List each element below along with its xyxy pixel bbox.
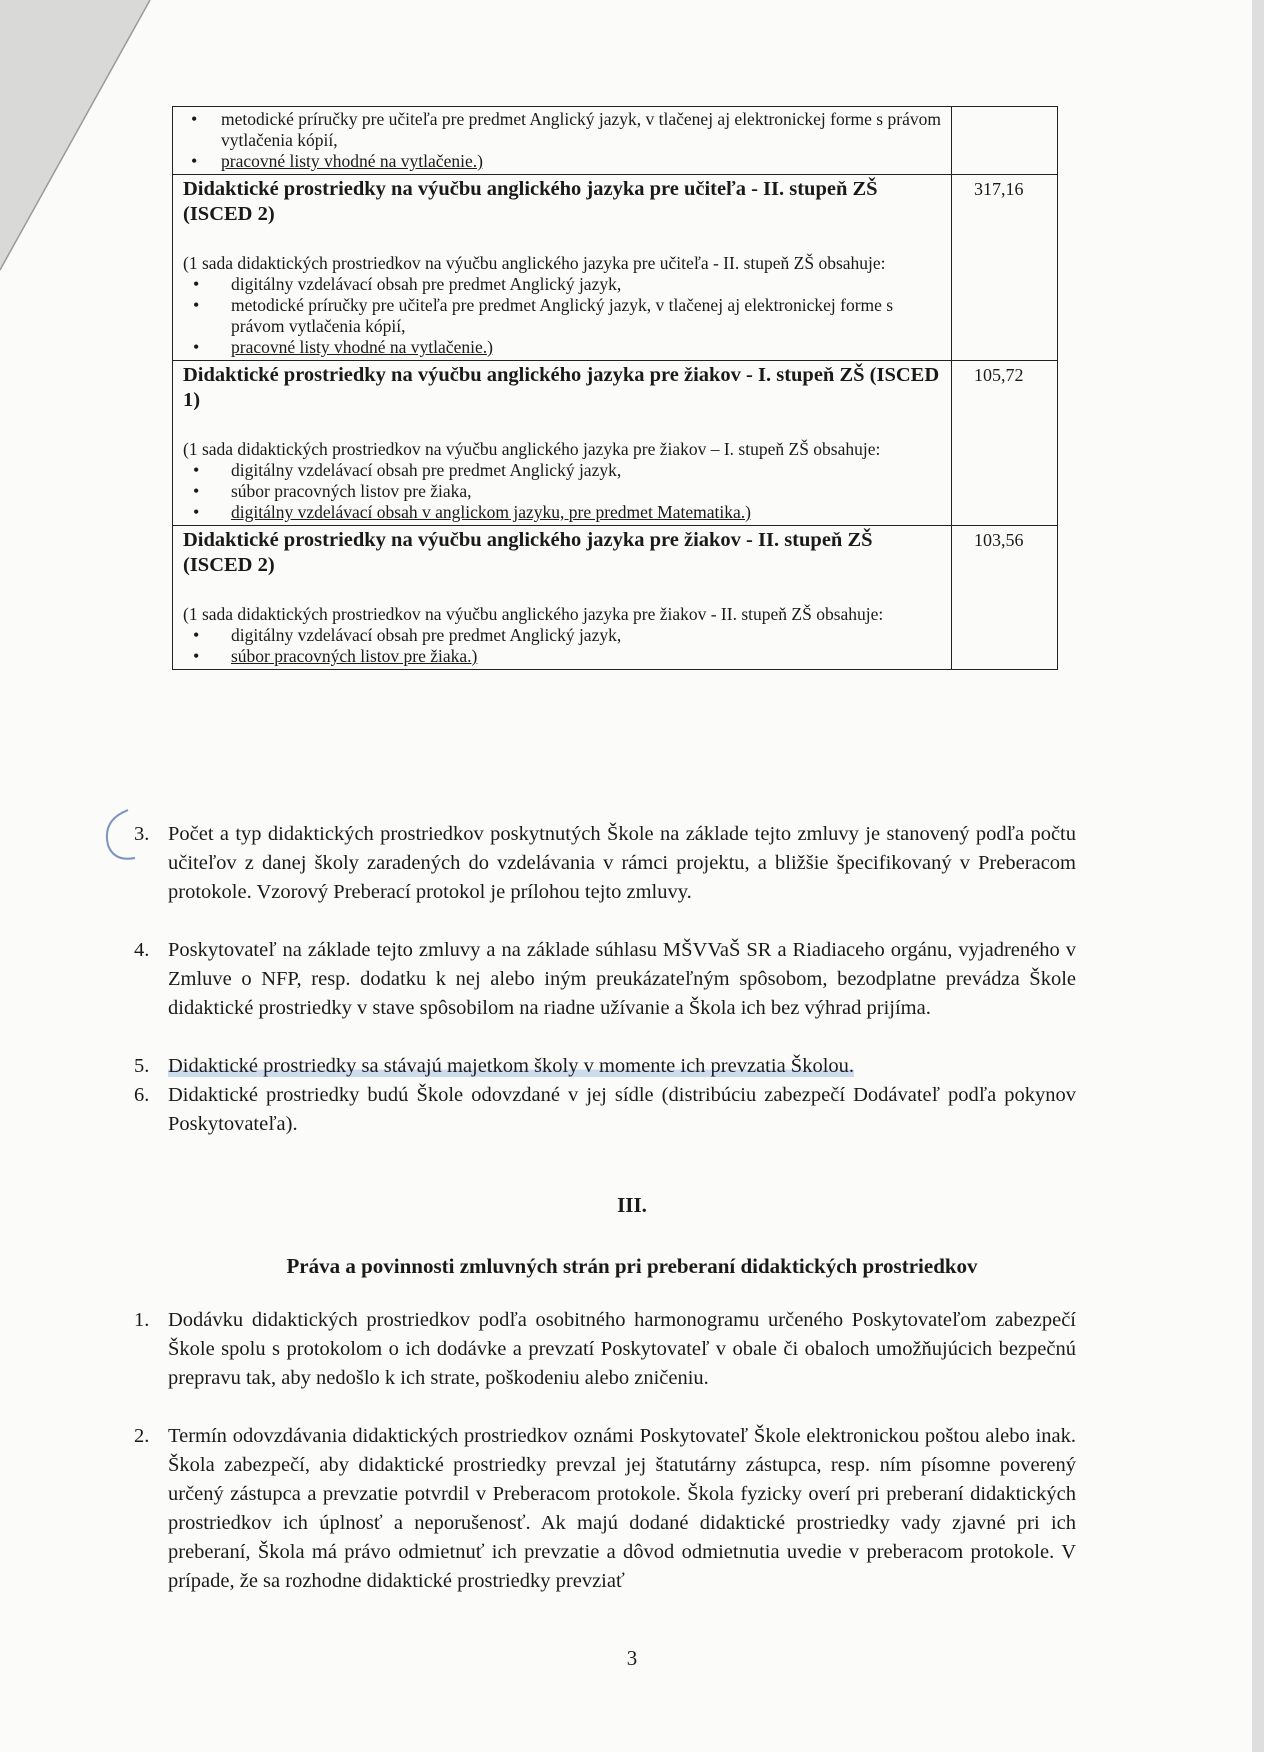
paragraph-number: 4. — [134, 939, 150, 961]
paragraph-4 — [134, 936, 1076, 1023]
section-paragraph-2 — [134, 1422, 1076, 1596]
row-price — [952, 107, 1058, 175]
item-title: Didaktické prostriedky na výučbu anglického jazyka pre učiteľa - II. stupeň ZŠ (ISCED 2) — [183, 178, 878, 225]
row-price: 105,72 — [952, 361, 1058, 526]
bullet-list — [183, 274, 943, 358]
page-number: 3 — [626, 1646, 638, 1670]
list-item: • digitálny vzdelávací obsah pre predmet Anglický jazyk, — [231, 625, 943, 646]
bullet-list — [183, 109, 943, 172]
paragraph-number: 2. — [134, 1425, 150, 1447]
list-item: • digitálny vzdelávací obsah v anglickom jazyku, pre predmet Matematika.) — [231, 502, 943, 523]
row-description — [173, 175, 952, 361]
paragraph-text: Termín odovzdávania didaktických prostriedkov oznámi Poskytovateľ Škole elektronickou poštou alebo inak. Škola zabezpečí, aby didaktické prostriedky prevzal jej štatutárny zástupca, resp. ním písomne poverený určený zástupca a prevzatie potvrdil v Preberacom protokole. Škola fyzicky overí pri preberaní didaktických prostriedkov ich úplnosť a neporušenosť. Ak majú dodané didaktické prostriedky vady zjavné pri ich preberaní, Škola má právo odmietnuť ich prevzatie a dôvod odmietnutia uvedie v preberacom protokole. V prípade, že sa rozhodne didaktické prostriedky prevziať — [168, 1425, 1076, 1592]
item-intro: (1 sada didaktických prostriedkov na výučbu anglického jazyka pre žiakov – I. stupeň ZŠ obsahuje: — [183, 439, 881, 459]
paragraph-number: 5. — [134, 1055, 150, 1077]
paragraph-text: Dodávku didaktických prostriedkov podľa osobitného harmonogramu určeného Poskytovateľom zabezpečí Škole spolu s protokolom o ich dodávke a prevzatí Poskytovateľ v obale či obaloch umožňujúcich bezpečnú prepravu tak, aby nedošlo k ich strate, poškodeniu alebo zničeniu. — [168, 1309, 1076, 1389]
table-row — [173, 361, 1058, 526]
item-title: Didaktické prostriedky na výučbu anglického jazyka pre žiakov - I. stupeň ZŠ (ISCED 1) — [183, 364, 940, 411]
paragraph-text: Didaktické prostriedky budú Škole odovzdané v jej sídle (distribúciu zabezpečí Dodávateľ podľa pokynov Poskytovateľa). — [168, 1084, 1076, 1135]
paragraph-text: Poskytovateľ na základe tejto zmluvy a na základe súhlasu MŠVVaŠ SR a Riadiaceho orgánu, vyjadreného v Zmluve o NFP, resp. dodatku k nej alebo iným preukázateľným spôsobom, bezodplatne prevádza Škole didaktické prostriedky v stave spôsobilom na riadne užívanie a Škola ich bez výhrad prijíma. — [168, 939, 1076, 1019]
section-paragraph-1 — [134, 1306, 1076, 1393]
list-item: • pracovné listy vhodné na vytlačenie.) — [221, 151, 943, 172]
paragraph-5 — [134, 1052, 1076, 1081]
table-row — [173, 107, 1058, 175]
list-item: • digitálny vzdelávací obsah pre predmet Anglický jazyk, — [231, 274, 943, 295]
row-description — [173, 526, 952, 670]
paragraph-number: 1. — [134, 1309, 150, 1331]
list-item: • súbor pracovných listov pre žiaka, — [231, 481, 943, 502]
item-title: Didaktické prostriedky na výučbu anglického jazyka pre žiakov - II. stupeň ZŠ (ISCED 2) — [183, 529, 873, 576]
row-description — [173, 361, 952, 526]
bullet-list — [183, 460, 943, 523]
didactic-items-table — [172, 106, 1058, 670]
row-description — [173, 107, 952, 175]
section-title: Práva a povinnosti zmluvných strán pri preberaní didaktických prostriedkov — [286, 1254, 978, 1278]
list-item: • metodické príručky pre učiteľa pre predmet Anglický jazyk, v tlačenej aj elektronickej forme s právom vytlačenia kópií, — [231, 295, 943, 337]
list-item: • súbor pracovných listov pre žiaka.) — [231, 646, 943, 667]
item-intro: (1 sada didaktických prostriedkov na výučbu anglického jazyka pre žiakov - II. stupeň ZŠ obsahuje: — [183, 604, 884, 624]
paragraph-number: 3. — [134, 823, 150, 845]
bullet-list — [183, 625, 943, 667]
table-row — [173, 175, 1058, 361]
list-item: • metodické príručky pre učiteľa pre predmet Anglický jazyk, v tlačenej aj elektronickej forme s právom vytlačenia kópií, — [221, 109, 943, 151]
paragraph-text: Počet a typ didaktických prostriedkov poskytnutých Škole na základe tejto zmluvy je stanovený podľa počtu učiteľov z danej školy zaradených do vzdelávania v rámci projektu, a bližšie špecifikovaný v Preberacom protokole. Vzorový Preberací protokol je prílohou tejto zmluvy. — [168, 823, 1076, 903]
paragraph-3 — [134, 820, 1076, 907]
row-price: 317,16 — [952, 175, 1058, 361]
table-row — [173, 526, 1058, 670]
row-price: 103,56 — [952, 526, 1058, 670]
section-number: III. — [617, 1193, 647, 1217]
paragraph-6 — [134, 1081, 1076, 1139]
paragraph-number: 6. — [134, 1084, 150, 1106]
item-intro: (1 sada didaktických prostriedkov na výučbu anglického jazyka pre učiteľa - II. stupeň ZŠ obsahuje: — [183, 253, 886, 273]
list-item: • pracovné listy vhodné na vytlačenie.) — [231, 337, 943, 358]
list-item: • digitálny vzdelávací obsah pre predmet Anglický jazyk, — [231, 460, 943, 481]
paragraph-text: Didaktické prostriedky sa stávajú majetkom školy v momente ich prevzatia Školou. — [168, 1055, 855, 1077]
